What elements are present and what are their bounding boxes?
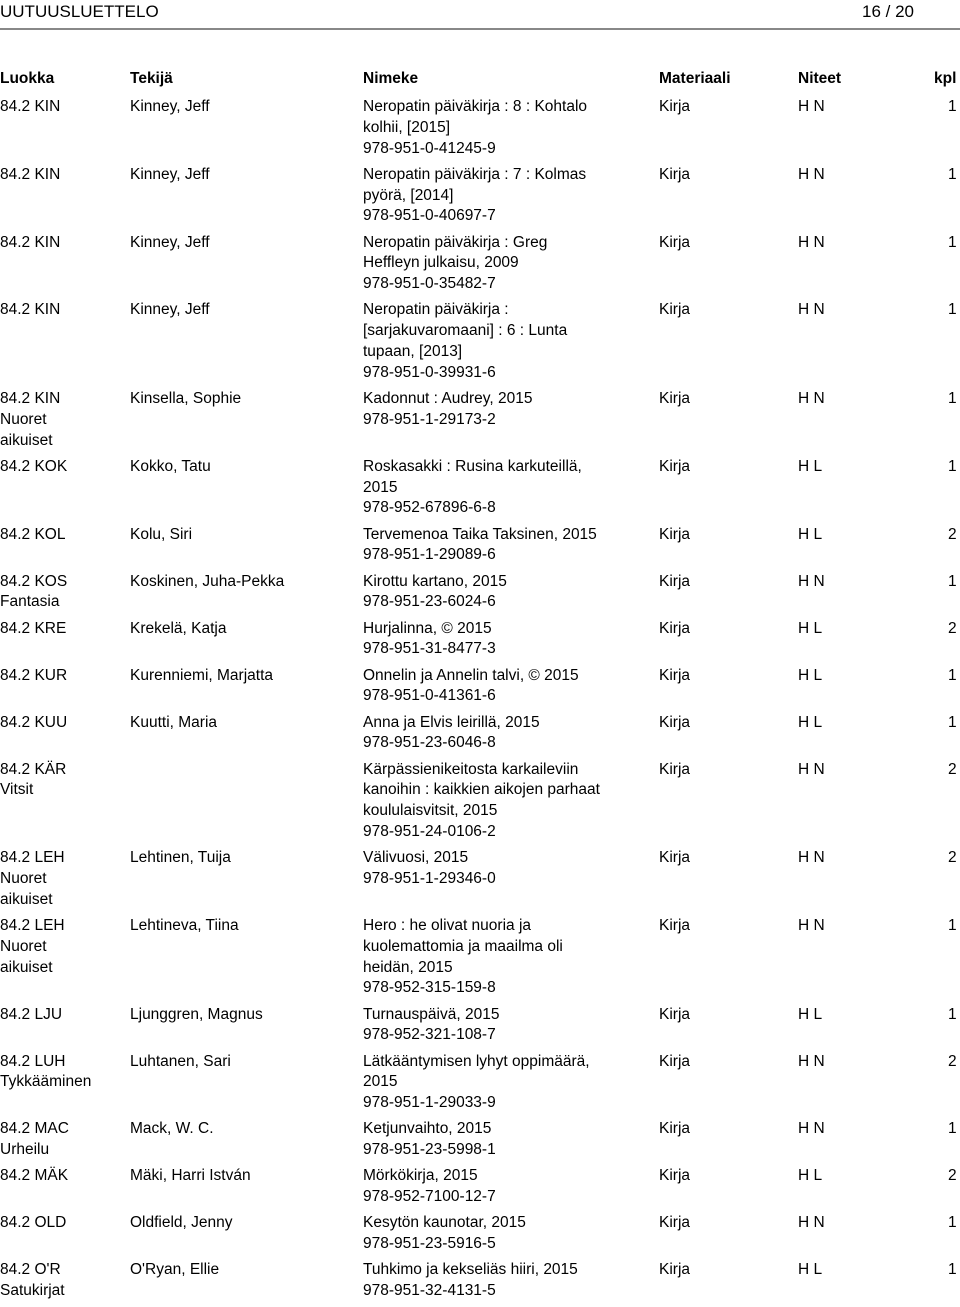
cell-materiaali: Kirja	[659, 713, 691, 731]
cell-niteet: H N	[798, 301, 825, 319]
cell-luokka: 84.2 O'R Satukirjat	[0, 1261, 65, 1300]
catalog-row	[0, 457, 960, 525]
cell-luokka: 84.2 KOL	[0, 525, 66, 543]
catalog-row	[0, 97, 960, 165]
cell-nimeke: Lätkääntymisen lyhyt oppimäärä, 2015 978-951-1-29033-9	[363, 1052, 590, 1112]
cell-materiaali: Kirja	[659, 1120, 691, 1138]
cell-niteet: H N	[798, 1120, 825, 1138]
catalog-row	[0, 300, 960, 389]
cell-luokka: 84.2 MÄK	[0, 1167, 69, 1185]
cell-niteet: H L	[798, 713, 823, 731]
cell-materiaali: Kirja	[659, 1167, 691, 1185]
cell-kpl: 1	[948, 1120, 957, 1138]
catalog-row	[0, 1005, 960, 1052]
cell-tekija: Kurenniemi, Marjatta	[130, 666, 274, 684]
cell-kpl: 1	[948, 457, 957, 475]
cell-tekija: O'Ryan, Ellie	[130, 1261, 220, 1279]
cell-materiaali: Kirja	[659, 619, 691, 637]
page-number: 16 / 20	[862, 2, 914, 21]
column-header-luokka: Luokka	[0, 70, 55, 87]
cell-materiaali: Kirja	[659, 572, 691, 590]
cell-nimeke: Onnelin ja Annelin talvi, © 2015 978-951-0-41361-6	[363, 666, 579, 705]
cell-kpl: 2	[948, 1167, 957, 1185]
cell-kpl: 1	[948, 713, 957, 731]
catalog-row	[0, 1166, 960, 1213]
cell-luokka: 84.2 KIN	[0, 301, 61, 319]
cell-tekija: Mack, W. C.	[130, 1120, 214, 1138]
cell-niteet: H N	[798, 760, 825, 778]
cell-tekija: Kinney, Jeff	[130, 301, 210, 319]
cell-materiaali: Kirja	[659, 165, 691, 183]
cell-niteet: H N	[798, 572, 825, 590]
cell-tekija: Krekelä, Katja	[130, 619, 227, 637]
catalog-row	[0, 572, 960, 619]
cell-luokka: 84.2 KIN	[0, 233, 61, 251]
cell-nimeke: Neropatin päiväkirja : 7 : Kolmas pyörä, [2014] 978-951-0-40697-7	[363, 165, 587, 225]
cell-materiaali: Kirja	[659, 916, 691, 934]
column-header-materiaali: Materiaali	[659, 70, 731, 87]
cell-nimeke: Kirottu kartano, 2015 978-951-23-6024-6	[363, 572, 507, 611]
catalog-row	[0, 916, 960, 1005]
cell-niteet: H L	[798, 1167, 823, 1185]
cell-nimeke: Ketjunvaihto, 2015 978-951-23-5998-1	[363, 1120, 496, 1159]
cell-nimeke: Kärpässienikeitosta karkaileviin kanoihin : kaikkien aikojen parhaat koululaisvitsit, 2015 978-951-24-0106-2	[363, 760, 600, 840]
catalog-row	[0, 1260, 960, 1307]
cell-materiaali: Kirja	[659, 233, 691, 251]
cell-tekija: Kinney, Jeff	[130, 165, 210, 183]
cell-nimeke: Tuhkimo ja kekseliäs hiiri, 2015 978-951-32-4131-5	[363, 1261, 578, 1300]
column-header-tekija: Tekijä	[130, 70, 173, 87]
cell-niteet: H N	[798, 165, 825, 183]
cell-tekija: Kokko, Tatu	[130, 457, 211, 475]
cell-nimeke: Kadonnut : Audrey, 2015 978-951-1-29173-2	[363, 389, 533, 428]
cell-niteet: H N	[798, 916, 825, 934]
cell-materiaali: Kirja	[659, 1214, 691, 1232]
cell-niteet: H L	[798, 457, 823, 475]
cell-luokka: 84.2 KOK	[0, 457, 68, 475]
cell-luokka: 84.2 KIN	[0, 165, 61, 183]
cell-kpl: 2	[948, 849, 957, 867]
cell-kpl: 1	[948, 389, 957, 407]
cell-materiaali: Kirja	[659, 389, 691, 407]
cell-luokka: 84.2 KOS Fantasia	[0, 572, 68, 611]
cell-tekija: Kolu, Siri	[130, 525, 193, 543]
cell-kpl: 1	[948, 233, 957, 251]
cell-nimeke: Hurjalinna, © 2015 978-951-31-8477-3	[363, 619, 496, 658]
catalog-row	[0, 619, 960, 666]
cell-niteet: H N	[798, 1052, 825, 1070]
cell-niteet: H N	[798, 849, 825, 867]
cell-tekija: Lehtinen, Tuija	[130, 849, 231, 867]
cell-materiaali: Kirja	[659, 849, 691, 867]
cell-luokka: 84.2 KIN	[0, 98, 61, 115]
cell-nimeke: Välivuosi, 2015 978-951-1-29346-0	[363, 849, 496, 887]
cell-luokka: 84.2 LEH Nuoret aikuiset	[0, 849, 65, 908]
cell-luokka: 84.2 MAC Urheilu	[0, 1120, 69, 1159]
cell-materiaali: Kirja	[659, 301, 691, 319]
column-header-niteet: Niteet	[798, 70, 842, 87]
catalog-row	[0, 525, 960, 572]
cell-kpl: 2	[948, 1052, 957, 1070]
cell-tekija: Oldfield, Jenny	[130, 1214, 233, 1232]
cell-luokka: 84.2 LJU	[0, 1005, 63, 1023]
catalog-row	[0, 1052, 960, 1120]
catalog-row	[0, 1213, 960, 1260]
cell-materiaali: Kirja	[659, 457, 691, 475]
cell-materiaali: Kirja	[659, 666, 691, 684]
cell-kpl: 1	[948, 98, 957, 115]
cell-niteet: H N	[798, 98, 825, 115]
catalog-row	[0, 666, 960, 713]
cell-materiaali: Kirja	[659, 760, 691, 778]
catalog-row	[0, 233, 960, 301]
cell-materiaali: Kirja	[659, 1005, 691, 1023]
cell-niteet: H L	[798, 1005, 823, 1023]
cell-nimeke: Neropatin päiväkirja : [sarjakuvaromaani] : 6 : Lunta tupaan, [2013] 978-951-0-39931-6	[363, 301, 568, 381]
cell-materiaali: Kirja	[659, 1052, 691, 1070]
catalog-row	[0, 760, 960, 849]
cell-nimeke: Kesytön kaunotar, 2015 978-951-23-5916-5	[363, 1214, 526, 1253]
cell-kpl: 1	[948, 916, 957, 934]
cell-luokka: 84.2 KÄR Vitsit	[0, 760, 67, 799]
cell-tekija: Mäki, Harri István	[130, 1167, 251, 1185]
cell-kpl: 2	[948, 525, 957, 543]
cell-niteet: H L	[798, 666, 823, 684]
cell-nimeke: Mörkökirja, 2015 978-952-7100-12-7	[363, 1167, 496, 1206]
cell-kpl: 1	[948, 165, 957, 183]
cell-tekija: Kinney, Jeff	[130, 233, 210, 251]
cell-nimeke: Neropatin päiväkirja : Greg Heffleyn julkaisu, 2009 978-951-0-35482-7	[363, 233, 548, 293]
cell-nimeke: Neropatin päiväkirja : 8 : Kohtalo kolhii, [2015] 978-951-0-41245-9	[363, 98, 588, 157]
catalog-row	[0, 165, 960, 233]
catalog-row	[0, 1119, 960, 1166]
cell-materiaali: Kirja	[659, 525, 691, 543]
cell-luokka: 84.2 LUH Tykkääminen	[0, 1052, 92, 1091]
cell-kpl: 1	[948, 1214, 957, 1232]
cell-niteet: H N	[798, 389, 825, 407]
cell-tekija: Kinney, Jeff	[130, 98, 210, 115]
cell-niteet: H N	[798, 233, 825, 251]
cell-kpl: 1	[948, 1261, 957, 1279]
cell-materiaali: Kirja	[659, 1261, 691, 1279]
catalog-row	[0, 389, 960, 457]
cell-nimeke: Hero : he olivat nuoria ja kuolemattomia ja maailma oli heidän, 2015 978-952-315-159-8	[363, 916, 563, 997]
cell-luokka: 84.2 KRE	[0, 619, 67, 637]
column-header-nimeke: Nimeke	[363, 70, 419, 87]
cell-nimeke: Turnauspäivä, 2015 978-952-321-108-7	[363, 1005, 500, 1044]
cell-kpl: 1	[948, 1005, 957, 1023]
cell-tekija: Koskinen, Juha-Pekka	[130, 572, 285, 590]
catalog-list	[0, 97, 960, 1307]
cell-niteet: H L	[798, 1261, 823, 1279]
cell-niteet: H N	[798, 1214, 825, 1232]
cell-kpl: 2	[948, 760, 957, 778]
catalog-row	[0, 848, 960, 916]
document-title: UUTUUSLUETTELO	[0, 2, 159, 21]
document-header	[0, 0, 960, 26]
cell-tekija: Lehtineva, Tiina	[130, 916, 239, 934]
cell-tekija: Luhtanen, Sari	[130, 1052, 231, 1070]
cell-kpl: 1	[948, 666, 957, 684]
cell-nimeke: Roskasakki : Rusina karkuteillä, 2015 978-952-67896-6-8	[363, 457, 582, 517]
cell-niteet: H L	[798, 619, 823, 637]
cell-niteet: H L	[798, 525, 823, 543]
cell-luokka: 84.2 KIN Nuoret aikuiset	[0, 389, 61, 449]
cell-kpl: 1	[948, 301, 957, 319]
cell-tekija: Ljunggren, Magnus	[130, 1005, 263, 1023]
cell-kpl: 2	[948, 619, 957, 637]
cell-kpl: 1	[948, 572, 957, 590]
header-divider	[0, 28, 960, 30]
catalog-row	[0, 713, 960, 760]
cell-nimeke: Anna ja Elvis leirillä, 2015 978-951-23-6046-8	[363, 713, 540, 752]
cell-nimeke: Tervemenoa Taika Taksinen, 2015 978-951-1-29089-6	[363, 525, 597, 564]
cell-tekija: Kuutti, Maria	[130, 713, 218, 731]
cell-luokka: 84.2 OLD	[0, 1214, 67, 1232]
cell-materiaali: Kirja	[659, 98, 691, 115]
cell-luokka: 84.2 KUR	[0, 666, 68, 684]
cell-tekija: Kinsella, Sophie	[130, 389, 242, 407]
cell-luokka: 84.2 KUU	[0, 713, 68, 731]
cell-luokka: 84.2 LEH Nuoret aikuiset	[0, 916, 65, 976]
column-header-kpl: kpl	[934, 70, 957, 87]
